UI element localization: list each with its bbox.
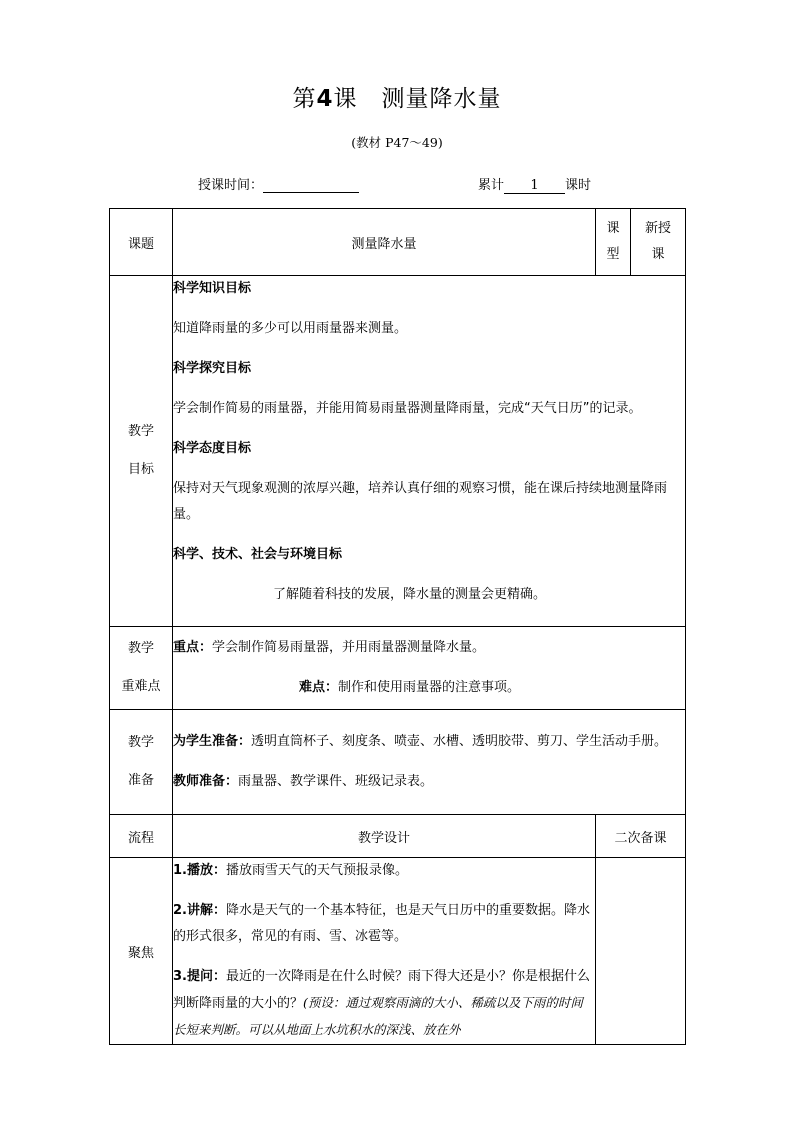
- keypoints-label: 教学 重难点: [110, 627, 173, 710]
- process-header-revision: 二次备课: [596, 815, 686, 858]
- focus-item-1: 1.播放：播放雨雪天气的天气预报录像。: [173, 863, 408, 878]
- row-keypoints: [110, 627, 686, 710]
- title-text: 课 测量降水量: [333, 86, 502, 112]
- student-prep: 为学生准备：透明直筒杯子、刻度条、喷壶、水槽、透明胶带、剪刀、学生活动手册。: [173, 734, 668, 749]
- lesson-plan-table: [109, 208, 686, 1045]
- teaching-time-blank: [263, 178, 359, 193]
- process-header-design: 教学设计: [173, 815, 596, 858]
- goal-text-inquiry: 学会制作简易的雨量器，并能用简易雨量器测量降雨量，完成“天气日历”的记录。: [173, 401, 642, 416]
- focus-content: [173, 858, 596, 1045]
- key-point: 重点：学会制作简易雨量器，并用雨量器测量降水量。: [173, 640, 486, 655]
- goal-heading-inquiry: 科学探究目标: [173, 361, 252, 376]
- topic-label: 课题: [110, 209, 173, 276]
- prep-label: 教学 准备: [110, 710, 173, 815]
- process-header-flow: 流程: [110, 815, 173, 858]
- focus-revision-cell: [596, 858, 686, 1045]
- teacher-prep: 教师准备：雨量器、教学课件、班级记录表。: [173, 774, 434, 789]
- keypoints-content: [173, 627, 686, 710]
- focus-item-2: 2.讲解：降水是天气的一个基本特征，也是天气日历中的重要数据。降水的形式很多，常见的有雨、雪、冰雹等。: [173, 903, 590, 944]
- focus-label: 聚焦: [110, 858, 173, 1045]
- topic-value: 测量降水量: [173, 209, 596, 276]
- row-topic: [110, 209, 686, 276]
- teaching-time-label: 授课时间：: [198, 178, 264, 193]
- row-prep: [110, 710, 686, 815]
- row-process-header: [110, 815, 686, 858]
- focus-item-3: 3.提问：最近的一次降雨是在什么时候？雨下得大还是小？你是根据什么判断降雨量的大小的？(预设：通过观察雨滴的大小、稀疏以及下雨的时间长短来判断。可以从地面上水坑积水的深浅、放在外: [173, 969, 590, 1037]
- goals-label: 教学 目标: [110, 276, 173, 627]
- goal-text-knowledge: 知道降雨量的多少可以用雨量器来测量。: [173, 321, 408, 336]
- title-prefix: 第: [292, 86, 317, 112]
- type-value: 新授 课: [631, 209, 686, 276]
- row-goals: [110, 276, 686, 627]
- lesson-title: [0, 80, 794, 113]
- cumulative-value: 1: [504, 178, 565, 194]
- row-focus: [110, 858, 686, 1045]
- goals-content: [173, 276, 686, 627]
- difficult-point: 难点：制作和使用雨量器的注意事项。: [299, 680, 521, 695]
- title-number: 4: [316, 86, 334, 112]
- textbook-pages: (教材 P47～49): [351, 135, 443, 150]
- cumulative-hours: [478, 174, 591, 194]
- prep-content: [173, 710, 686, 815]
- goal-heading-stse: 科学、技术、社会与环境目标: [173, 547, 343, 562]
- goal-text-attitude: 保持对天气现象观测的浓厚兴趣，培养认真仔细的观察习惯，能在课后持续地测量降雨量。: [173, 481, 668, 522]
- type-label: 课 型: [596, 209, 631, 276]
- goal-heading-knowledge: 科学知识目标: [173, 281, 252, 296]
- cumulative-label: 累计: [478, 178, 505, 193]
- cumulative-unit: 课时: [565, 178, 592, 193]
- goal-heading-attitude: 科学态度目标: [173, 441, 252, 456]
- teaching-time: [198, 174, 359, 193]
- goal-text-stse: 了解随着科技的发展，降水量的测量会更精确。: [273, 587, 547, 602]
